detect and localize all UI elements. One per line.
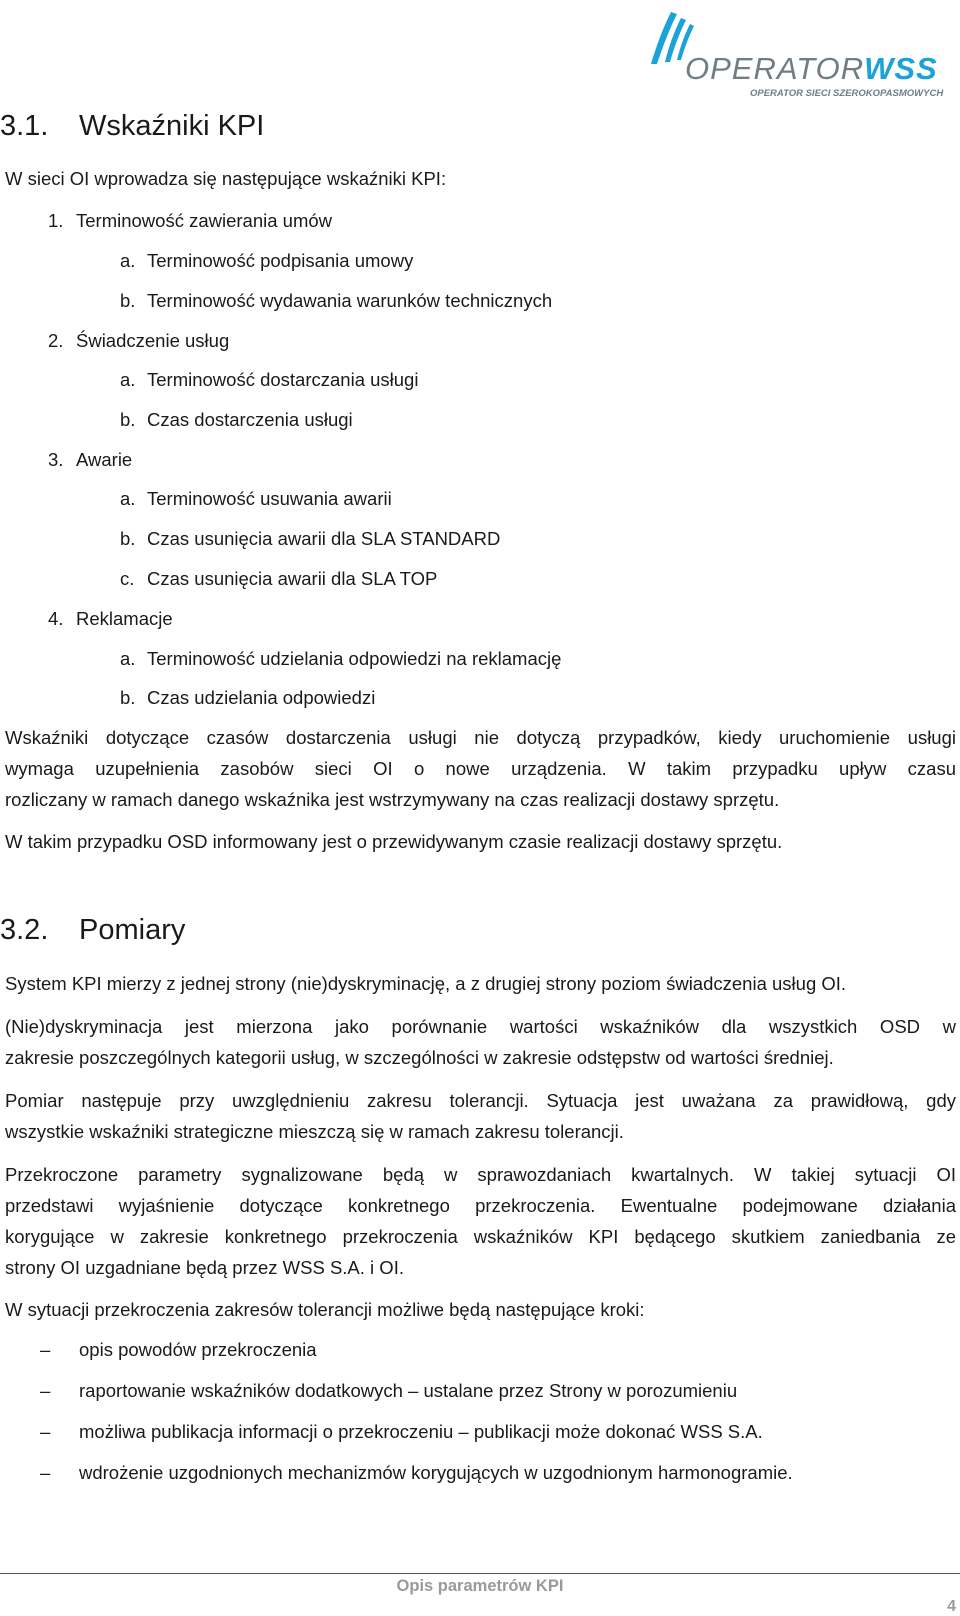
sub-list-item: a. Terminowość podpisania umowy — [120, 250, 414, 271]
paragraph-line: Przekroczone parametry sygnalizowane będą w sprawozdaniach kwartalnych. W takiej sytuacji OI — [5, 1164, 956, 1185]
paragraph-line: korygujące w zakresie konkretnego przekroczenia wskaźników KPI będącego skutkiem zaniedbania ze — [5, 1226, 956, 1247]
section-heading-pomiary: 3.2. Pomiary — [0, 914, 186, 946]
list-item: 4. Reklamacje — [48, 608, 173, 629]
paragraph-text: System KPI mierzy z jednej strony (nie)dyskryminację, a z drugiej strony poziom świadczenia usług OI. — [5, 973, 847, 994]
paragraph-line: wszystkie wskaźniki strategiczne mieszczą się w ramach zakresu tolerancji. — [5, 1121, 624, 1142]
sub-list-item: b. Czas dostarczenia usługi — [120, 409, 353, 430]
paragraph-line: Wskaźniki dotyczące czasów dostarczenia usługi nie dotyczą przypadków, kiedy uruchomienie usługi — [5, 727, 956, 748]
bullet-item: – raportowanie wskaźników dodatkowych – ustalane przez Strony w porozumieniu — [40, 1380, 738, 1401]
page-number: 4 — [947, 1598, 956, 1615]
logo-wordmark: OPERATORWSS — [685, 51, 938, 86]
operatorwss-logo — [655, 6, 955, 100]
footer-title: Opis parametrów KPI — [396, 1577, 564, 1595]
sub-list-item: a. Terminowość udzielania odpowiedzi na reklamację — [120, 648, 562, 669]
paragraph-line: rozliczany w ramach danego wskaźnika jest wstrzymywany na czas realizacji dostawy sprzętu. — [5, 789, 780, 810]
paragraph-text: W sytuacji przekroczenia zakresów tolerancji możliwe będą następujące kroki: — [5, 1299, 645, 1320]
sub-list-item: b. Czas udzielania odpowiedzi — [120, 687, 376, 708]
section-heading-kpi: 3.1. Wskaźniki KPI — [0, 110, 265, 142]
paragraph-line: przedstawi wyjaśnienie dotyczące konkretnego przekroczenia. Ewentualne podejmowane działania — [5, 1195, 956, 1216]
bullet-item: – opis powodów przekroczenia — [40, 1339, 317, 1360]
logo-tagline: OPERATOR SIECI SZEROKOPASMOWYCH — [750, 88, 944, 99]
sub-list-item: c. Czas usunięcia awarii dla SLA TOP — [120, 568, 438, 589]
paragraph-line: Pomiar następuje przy uwzględnieniu zakresu tolerancji. Sytuacja jest uważana za prawidłową, gdy — [5, 1090, 956, 1111]
bullet-item: – wdrożenie uzgodnionych mechanizmów korygujących w uzgodnionym harmonogramie. — [40, 1462, 793, 1483]
list-item: 1. Terminowość zawierania umów — [48, 210, 333, 231]
sub-list-item: b. Czas usunięcia awarii dla SLA STANDARD — [120, 528, 501, 549]
sub-list-item: a. Terminowość usuwania awarii — [120, 488, 392, 509]
paragraph-text: W takim przypadku OSD informowany jest o przewidywanym czasie realizacji dostawy sprzętu. — [5, 831, 783, 852]
sub-list-item: b. Terminowość wydawania warunków technicznych — [120, 290, 553, 311]
kpi-intro-text: W sieci OI wprowadza się następujące wskaźniki KPI: — [5, 168, 447, 189]
list-item: 2. Świadczenie usług — [48, 330, 230, 351]
paragraph-line: zakresie poszczególnych kategorii usług, w szczególności w zakresie odstępstw od wartości średniej. — [5, 1047, 834, 1068]
paragraph-line: strony OI uzgadniane będą przez WSS S.A. i OI. — [5, 1257, 404, 1278]
paragraph-line: wymaga uzupełnienia zasobów sieci OI o nowe urządzenia. W takim przypadku upływ czasu — [5, 758, 956, 779]
footer-divider — [0, 1573, 960, 1574]
paragraph-line: (Nie)dyskryminacja jest mierzona jako porównanie wartości wskaźników dla wszystkich OSD w — [5, 1016, 956, 1037]
bullet-item: – możliwa publikacja informacji o przekroczeniu – publikacji może dokonać WSS S.A. — [40, 1421, 763, 1442]
sub-list-item: a. Terminowość dostarczania usługi — [120, 369, 419, 390]
list-item: 3. Awarie — [48, 449, 133, 470]
